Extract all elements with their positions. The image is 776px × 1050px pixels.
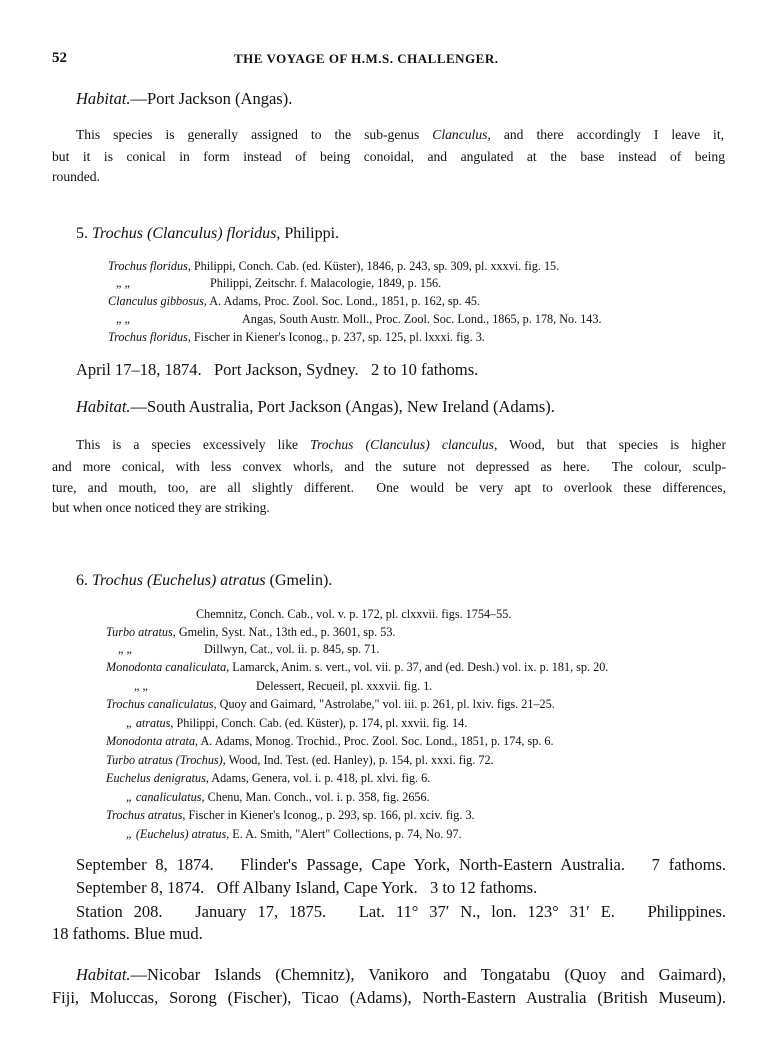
synonym-line: „ „ Angas, South Austr. Moll., Proc. Zool. Soc. Lond., 1865, p. 178, No. 143. (116, 312, 602, 326)
species-6-station-3-line-2: 18 fathoms. Blue mud. (52, 924, 203, 943)
species-6-subgenus: (Euchelus) (146, 572, 217, 589)
species-5-species: floridus (226, 225, 277, 242)
species-6-heading: 6. Trochus (Euchelus) atratus (Gmelin). (76, 572, 333, 589)
synonym-line: „ „ Dillwyn, Cat., vol. ii. p. 845, sp. 71. (118, 642, 380, 656)
habitat-label: Habitat. (76, 89, 131, 108)
synonym-line: Turbo atratus, Gmelin, Syst. Nat., 13th ed., p. 3601, sp. 53. (106, 625, 396, 639)
species-5-author: , Philippi. (276, 225, 340, 242)
habitat-label: Habitat. (76, 397, 131, 416)
subgenus-clanculus: Clanculus (432, 128, 488, 142)
synonym-line: Monodonta canaliculata, Lamarck, Anim. s. vert., vol. vii. p. 37, and (ed. Desh.) vol. ix. p. 181, sp. 20. (106, 660, 609, 674)
species-5-remark-line-4: but when once noticed they are striking. (52, 500, 270, 515)
synonym-line: Turbo atratus (Trochus), Wood, Ind. Test. (ed. Hanley), p. 154, pl. xxxi. fig. 72. (106, 753, 494, 767)
synonym-line: Monodonta atrata, A. Adams, Monog. Trochid., Proc. Zool. Soc. Lond., 1851, p. 174, sp. 6. (106, 734, 554, 748)
page-number: 52 (52, 50, 67, 66)
species-5-remark-line-1: This is a species excessively like Trochus (Clanculus) clanculus, Wood, but that species is higher (76, 438, 726, 452)
species-6-habitat-line-1: Habitat.—Nicobar Islands (Chemnitz), Vanikoro and Tongatabu (Quoy and Gaimard), (76, 967, 726, 984)
species-6-author: (Gmelin). (265, 572, 333, 589)
synonym-line: Trochus canaliculatus, Quoy and Gaimard, "Astrolabe," vol. iii. p. 261, pl. lxiv. figs. 21–25. (106, 697, 555, 711)
synonym-line: Trochus atratus, Fischer in Kiener's Iconog., p. 293, sp. 166, pl. xciv. fig. 3. (106, 808, 475, 822)
species-6-species: atratus (220, 572, 266, 589)
species-6-station-3-line-1: Station 208. January 17, 1875. Lat. 11° 37′ N., lon. 123° 31′ E. Philippines. (76, 904, 726, 921)
synonym-line: „ „ Philippi, Zeitschr. f. Malacologie, 1849, p. 156. (116, 276, 442, 290)
species-6-station-1: September 8, 1874. Flinder's Passage, Cape York, North-Eastern Australia. 7 fathoms. (76, 857, 726, 874)
synonym-line: Chemnitz, Conch. Cab., vol. v. p. 172, pl. clxxvii. figs. 1754–55. (196, 607, 512, 621)
synonym-line: Clanculus gibbosus, A. Adams, Proc. Zool. Soc. Lond., 1851, p. 162, sp. 45. (108, 294, 481, 308)
remark-1-line-1: This species is generally assigned to the sub-genus Clanculus, and there accordingly I leave it, (76, 128, 724, 142)
synonym-line: „ (Euchelus) atratus, E. A. Smith, "Alert" Collections, p. 74, No. 97. (126, 827, 462, 841)
synonym-line: „ „ Delessert, Recueil, pl. xxxvii. fig. 1. (134, 679, 433, 693)
species-5-station: April 17–18, 1874. Port Jackson, Sydney. 2 to 10 fathoms. (76, 360, 479, 379)
habitat-label: Habitat. (76, 967, 131, 984)
species-5-remark-line-3: ture, and mouth, too, are all slightly different. One would be very apt to overlook these differences, (52, 481, 726, 495)
synonym-line: Euchelus denigratus, Adams, Genera, vol. i. p. 418, pl. xlvi. fig. 6. (106, 771, 431, 785)
species-6-station-2: September 8, 1874. Off Albany Island, Cape York. 3 to 12 fathoms. (76, 878, 538, 897)
habitat-text: —Port Jackson (Angas). (130, 89, 293, 108)
synonym-line: Trochus floridus, Fischer in Kiener's Iconog., p. 237, sp. 125, pl. lxxxi. fig. 3. (108, 330, 485, 344)
species-6-habitat-line-2: Fiji, Moluccas, Sorong (Fischer), Ticao (Adams), North-Eastern Australia (British Museum). (52, 990, 726, 1007)
synonym-line: „ canaliculatus, Chenu, Man. Conch., vol. i. p. 358, fig. 2656. (126, 790, 430, 804)
synonym-line: „ atratus, Philippi, Conch. Cab. (ed. Küster), p. 174, pl. xxvii. fig. 14. (126, 716, 468, 730)
species-5-genus: Trochus (92, 225, 143, 242)
species-5-habitat: Habitat.—South Australia, Port Jackson (Angas), New Ireland (Adams). (76, 397, 555, 416)
species-5-heading: 5. Trochus (Clanculus) floridus, Philippi. (76, 225, 340, 242)
species-6-genus: Trochus (92, 572, 143, 589)
habitat-port-jackson (76, 91, 292, 108)
species-5-subgenus: (Clanculus) (146, 225, 223, 242)
running-title: THE VOYAGE OF H.M.S. CHALLENGER. (234, 51, 499, 66)
synonym-line: Trochus floridus, Philippi, Conch. Cab. (ed. Küster), 1846, p. 243, sp. 309, pl. xxxvi. fig. 15. (108, 259, 560, 273)
remark-1-line-3: rounded. (52, 169, 100, 184)
species-5-remark-line-2: and more conical, with less convex whorls, and the suture not depressed as here. The colour, sculp- (52, 460, 726, 474)
remark-1-line-2: but it is conical in form instead of being conoidal, and angulated at the base instead of being (52, 150, 725, 164)
